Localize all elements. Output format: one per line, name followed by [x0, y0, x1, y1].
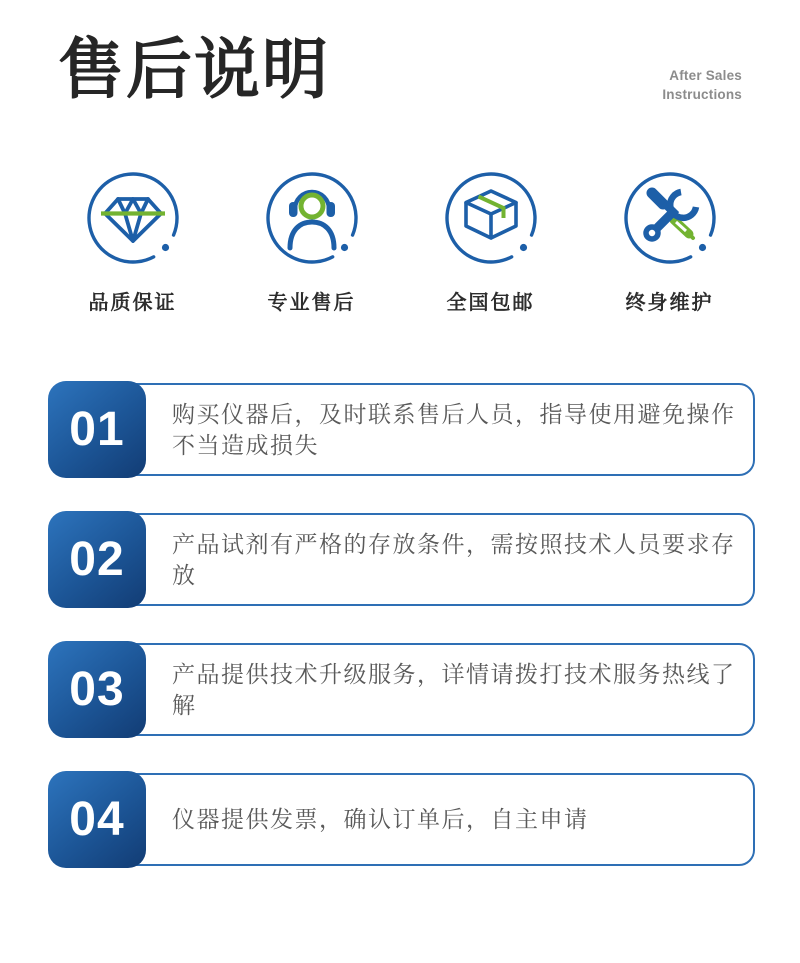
feature-shipping [401, 170, 580, 315]
step-number-badge: 02 [48, 511, 146, 608]
step-item-4 [48, 771, 755, 868]
step-text: 产品提供技术升级服务，详情请拨打技术服务热线了解 [172, 660, 736, 718]
page-subtitle-line2: Instructions [662, 87, 742, 102]
feature-quality [43, 170, 222, 315]
step-number-badge: 03 [48, 641, 146, 738]
page-title: 售后说明 [58, 34, 330, 107]
step-text: 购买仪器后，及时联系售后人员，指导使用避免操作不当造成损失 [172, 400, 736, 458]
step-number-badge: 01 [48, 381, 146, 478]
feature-support [222, 170, 401, 315]
diamond-icon [85, 170, 181, 266]
package-icon [443, 170, 539, 266]
step-item-3 [48, 641, 755, 738]
page-subtitle-line1: After Sales [669, 68, 742, 83]
tools-icon [622, 170, 718, 266]
step-item-1 [48, 381, 755, 478]
step-number-badge: 04 [48, 771, 146, 868]
step-item-2 [48, 511, 755, 608]
step-text: 产品试剂有严格的存放条件，需按照技术人员要求存放 [172, 530, 736, 588]
feature-maintenance [580, 170, 759, 315]
page-subtitle [662, 66, 742, 104]
feature-row [43, 170, 759, 315]
feature-label-quality: 品质保证 [88, 292, 177, 314]
headset-icon [264, 170, 360, 266]
feature-label-maintenance: 终身维护 [625, 292, 714, 314]
feature-label-support: 专业售后 [267, 292, 356, 314]
step-text: 仪器提供发票，确认订单后，自主申请 [172, 806, 589, 832]
feature-label-shipping: 全国包邮 [446, 292, 535, 314]
